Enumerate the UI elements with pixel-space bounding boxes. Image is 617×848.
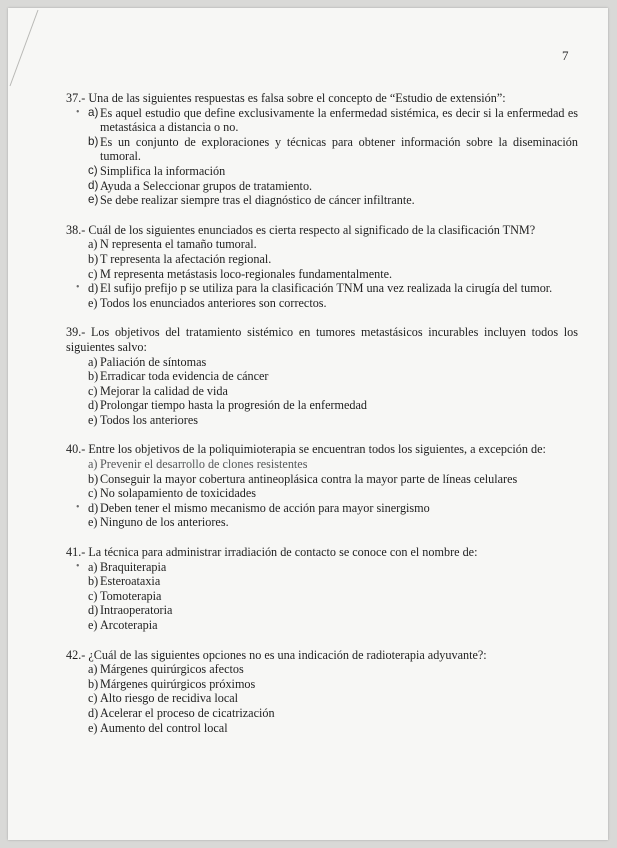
option-b: [66, 369, 578, 384]
option-c: [66, 691, 578, 706]
option-text: Es aquel estudio que define exclusivamente la enfermedad sistémica, es decir si la enfermedad es metastásica a distancia o no.: [100, 105, 578, 135]
option-e: [66, 413, 578, 428]
option-letter: d): [88, 603, 99, 618]
option-letter: e): [88, 295, 98, 310]
option-letter: b): [88, 251, 99, 266]
option-a: [66, 355, 578, 370]
option-text: Acelerar el proceso de cicatrización: [100, 705, 275, 720]
option-a: [66, 457, 578, 472]
option-d: [66, 398, 578, 413]
option-letter: d): [88, 281, 99, 296]
option-e: [66, 193, 578, 208]
option-a: [66, 237, 578, 252]
question-text: 37.- Una de las siguientes respuestas es falsa sobre el concepto de “Estudio de extensión”:: [66, 91, 506, 105]
question-37: [66, 91, 578, 208]
question-text: 41.- La técnica para administrar irradiación de contacto se conoce con el nombre de:: [66, 545, 478, 560]
option-letter: d): [88, 178, 99, 192]
option-text: Prolongar tiempo hasta la progresión de la enfermedad: [100, 398, 368, 413]
option-b: [66, 472, 578, 487]
question-text: 40.- Entre los objetivos de la poliquimioterapia se encuentran todos los siguientes, a excepción de:: [66, 442, 546, 457]
option-letter: e): [88, 618, 98, 632]
option-letter: d): [88, 705, 99, 720]
option-letter: e): [88, 412, 98, 427]
question-text: 38.- Cuál de los siguientes enunciados es cierta respecto al significado de la clasificación TNM?: [66, 222, 536, 237]
option-c: [66, 486, 578, 501]
option-e: [66, 721, 578, 736]
option-a: [66, 560, 578, 575]
option-a: [66, 662, 578, 677]
option-letter: c): [88, 266, 98, 281]
option-d: [66, 281, 578, 296]
option-text: Erradicar toda evidencia de cáncer: [100, 369, 269, 384]
option-text: Prevenir el desarrollo de clones resistentes: [100, 457, 308, 472]
option-e: [66, 515, 578, 530]
answer-mark: •: [76, 106, 80, 118]
question-38: [66, 223, 578, 311]
option-letter: a): [88, 105, 99, 119]
option-letter: e): [88, 193, 99, 207]
option-b: [66, 574, 578, 589]
option-letter: c): [88, 163, 98, 177]
option-text: T representa la afectación regional.: [100, 251, 272, 266]
option-d: [66, 179, 578, 194]
option-text: Ninguno de los anteriores.: [100, 515, 229, 530]
option-d: [66, 706, 578, 721]
option-d: [66, 603, 578, 618]
option-text: Todos los enunciados anteriores son correctos.: [100, 295, 327, 310]
option-letter: a): [88, 662, 98, 677]
option-c: [66, 267, 578, 282]
option-letter: b): [88, 134, 99, 148]
option-letter: b): [88, 574, 99, 589]
option-text: Deben tener el mismo mecanismo de acción para mayor sinergismo: [100, 500, 430, 515]
page-number: 7: [562, 48, 569, 63]
answer-mark: •: [76, 560, 80, 572]
questions-list: [66, 91, 578, 750]
option-text: Conseguir la mayor cobertura antineoplásica contra la mayor parte de líneas celulares: [100, 471, 518, 486]
option-b: [66, 252, 578, 267]
option-text: Paliación de síntomas: [100, 354, 207, 369]
answer-mark: •: [76, 501, 80, 513]
option-text: Arcoterapia: [100, 618, 158, 632]
option-letter: b): [88, 471, 99, 486]
option-letter: a): [88, 457, 98, 472]
question-text: 42.- ¿Cuál de las siguientes opciones no es una indicación de radioterapia adyuvante?:: [66, 647, 487, 662]
option-e: [66, 296, 578, 311]
option-b: [66, 135, 578, 164]
option-letter: e): [88, 720, 98, 735]
option-c: [66, 164, 578, 179]
option-letter: b): [88, 676, 99, 691]
option-letter: b): [88, 369, 99, 384]
document-page: [8, 8, 608, 840]
option-text: Esteroataxia: [100, 574, 161, 589]
option-text: Mejorar la calidad de vida: [100, 383, 228, 398]
option-text: Braquiterapia: [100, 559, 167, 574]
option-letter: a): [88, 237, 98, 252]
option-e: [66, 618, 578, 633]
option-a: [66, 106, 578, 135]
option-text: Intraoperatoria: [100, 603, 173, 618]
option-text: Simplifica la información: [100, 163, 226, 178]
question-42: [66, 648, 578, 736]
option-b: [66, 677, 578, 692]
option-letter: a): [88, 559, 98, 574]
option-text: Aumento del control local: [100, 720, 228, 735]
option-text: Márgenes quirúrgicos próximos: [100, 676, 256, 691]
option-text: El sufijo prefijo p se utiliza para la clasificación TNM una vez realizada la cirugía del tumor.: [100, 281, 553, 296]
option-letter: d): [88, 398, 99, 413]
option-c: [66, 384, 578, 399]
option-text: No solapamiento de toxicidades: [100, 486, 257, 501]
option-letter: e): [88, 515, 98, 530]
option-letter: c): [88, 383, 98, 398]
option-text: Tomoterapia: [100, 588, 162, 603]
question-40: [66, 442, 578, 530]
option-text: N representa el tamaño tumoral.: [100, 237, 257, 252]
option-letter: c): [88, 691, 98, 706]
option-d: [66, 501, 578, 516]
question-39: [66, 325, 578, 427]
option-letter: c): [88, 588, 98, 603]
option-text: Márgenes quirúrgicos afectos: [100, 662, 244, 677]
option-text: Alto riesgo de recidiva local: [100, 691, 239, 706]
option-c: [66, 589, 578, 604]
option-letter: c): [88, 486, 98, 501]
option-letter: d): [88, 500, 99, 515]
question-41: [66, 545, 578, 633]
option-text: Es un conjunto de exploraciones y técnicas para obtener información sobre la diseminación tumoral.: [100, 134, 578, 164]
option-text: Todos los anteriores: [100, 412, 198, 427]
question-text: 39.- Los objetivos del tratamiento sistémico en tumores metastásicos incurables incluyen todos los siguientes salvo:: [66, 325, 578, 354]
answer-mark: •: [76, 282, 80, 294]
option-text: M representa metástasis loco-regionales fundamentalmente.: [100, 266, 393, 281]
option-text: Ayuda a Seleccionar grupos de tratamiento.: [100, 178, 313, 193]
page-fold-line: [8, 8, 48, 88]
option-letter: a): [88, 354, 98, 369]
option-text: Se debe realizar siempre tras el diagnóstico de cáncer infiltrante.: [100, 193, 415, 208]
